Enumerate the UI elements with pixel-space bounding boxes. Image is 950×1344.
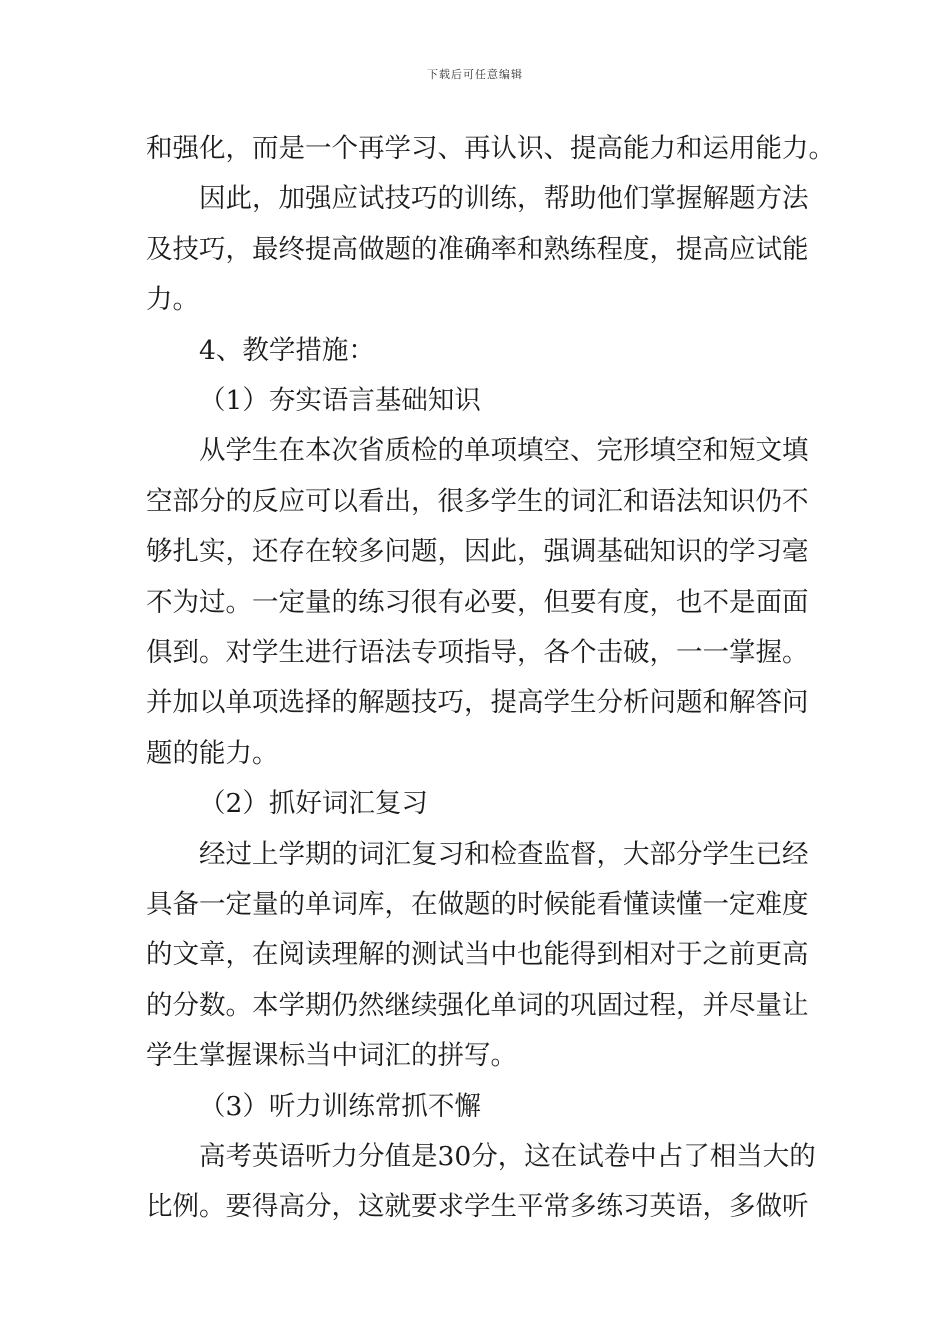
paragraph-line: 学生掌握课标当中词汇的拼写。 xyxy=(146,1040,517,1071)
paragraph-line: 的文章，在阅读理解的测试当中也能得到相对于之前更高 xyxy=(146,939,809,970)
paragraph-line: 具备一定量的单词库，在做题的时候能看懂读懂一定难度 xyxy=(146,889,809,920)
paragraph-line: 俱到。对学生进行语法专项指导，各个击破，一一掌握。 xyxy=(146,637,809,668)
paragraph-line: 不为过。一定量的练习很有必要，但要有度，也不是面面 xyxy=(146,587,809,618)
paragraph-line: 力。 xyxy=(146,284,199,315)
paragraph-line: 及技巧，最终提高做题的准确率和熟练程度，提高应试能 xyxy=(146,234,809,265)
paragraph-line: 够扎实，还存在较多问题，因此，强调基础知识的学习毫 xyxy=(146,536,809,567)
subsection-heading: （2）抓好词汇复习 xyxy=(199,788,428,819)
paragraph-line: 因此，加强应试技巧的训练，帮助他们掌握解题方法 xyxy=(199,183,809,214)
paragraph-line: 和强化，而是一个再学习、再认识、提高能力和运用能力。 xyxy=(146,133,835,164)
subsection-heading: （3）听力训练常抓不懈 xyxy=(199,1091,481,1122)
paragraph-line: 的分数。本学期仍然继续强化单词的巩固过程，并尽量让 xyxy=(146,990,809,1021)
paragraph-line: 并加以单项选择的解题技巧，提高学生分析问题和解答问 xyxy=(146,687,809,718)
page-header: 下载后可任意编辑 xyxy=(427,68,523,81)
subsection-heading: （1）夯实语言基础知识 xyxy=(199,385,481,416)
section-heading: 4、教学措施： xyxy=(199,335,375,366)
paragraph-line: 高考英语听力分值是30分，这在试卷中占了相当大的 xyxy=(199,1141,816,1172)
paragraph-line: 空部分的反应可以看出，很多学生的词汇和语法知识仍不 xyxy=(146,486,809,517)
paragraph-line: 从学生在本次省质检的单项填空、完形填空和短文填 xyxy=(199,435,809,466)
paragraph-line: 题的能力。 xyxy=(146,738,279,769)
paragraph-line: 比例。要得高分，这就要求学生平常多练习英语，多做听 xyxy=(146,1191,809,1222)
paragraph-line: 经过上学期的词汇复习和检查监督，大部分学生已经 xyxy=(199,839,809,870)
